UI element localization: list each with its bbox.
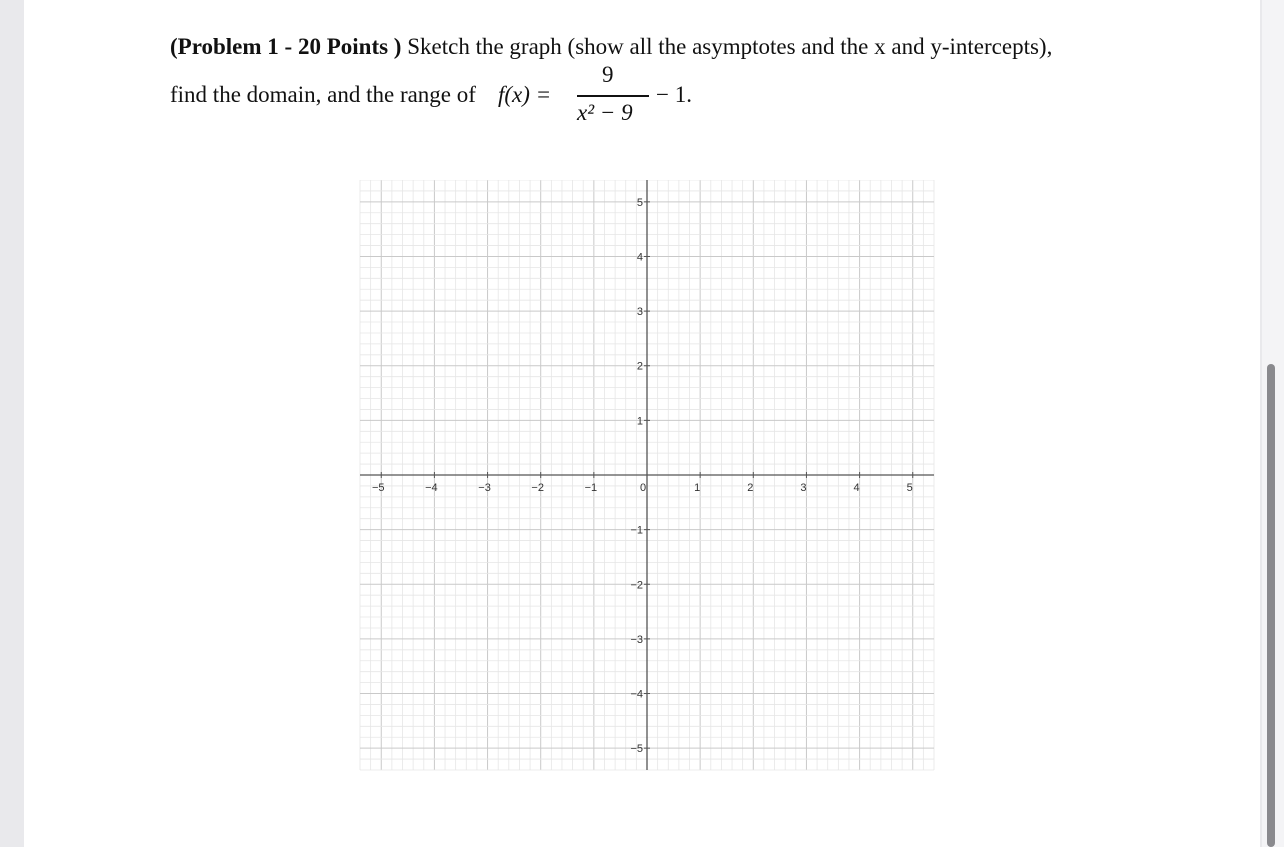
y-tick-label: 4	[636, 251, 643, 264]
y-tick-label: 1	[636, 415, 643, 428]
fraction-denominator: x² − 9	[577, 100, 633, 125]
function-lhs: f(x) =	[498, 82, 552, 107]
y-tick-label: 3	[636, 306, 643, 319]
y-tick-label: −4	[630, 688, 643, 701]
problem-statement-line2: find the domain, and the range of	[170, 82, 476, 107]
y-tick-label: 5	[636, 196, 643, 209]
y-tick-label: −1	[630, 524, 643, 537]
x-tick-label: 3	[800, 482, 807, 494]
coordinate-grid	[344, 180, 944, 775]
x-tick-label: −5	[371, 482, 385, 494]
x-tick-label: 5	[906, 482, 913, 494]
y-tick-label: −3	[630, 633, 643, 646]
fraction-numerator: 9	[602, 62, 614, 87]
x-tick-label: −1	[584, 482, 598, 494]
y-tick-label: −2	[630, 579, 643, 592]
function-tail: − 1.	[656, 82, 692, 107]
x-tick-label: −4	[425, 482, 438, 494]
x-tick-label: 4	[853, 482, 860, 494]
x-tick-label: −3	[478, 482, 491, 494]
x-tick-label: 2	[747, 482, 754, 494]
problem-label: (Problem 1 - 20 Points )	[170, 34, 402, 59]
x-tick-label: 0	[639, 482, 647, 494]
y-tick-label: −5	[630, 743, 643, 756]
problem-statement-line1	[170, 34, 1052, 60]
document-page	[24, 0, 1260, 847]
fraction-bar	[577, 95, 649, 97]
scrollbar-thumb[interactable]	[1267, 364, 1275, 847]
problem-instructions: Sketch the graph (show all the asymptotes and the x and y-intercepts),	[401, 34, 1053, 59]
x-tick-label: −2	[531, 482, 544, 494]
y-tick-label: 2	[636, 360, 643, 373]
x-tick-label: 1	[694, 482, 701, 494]
